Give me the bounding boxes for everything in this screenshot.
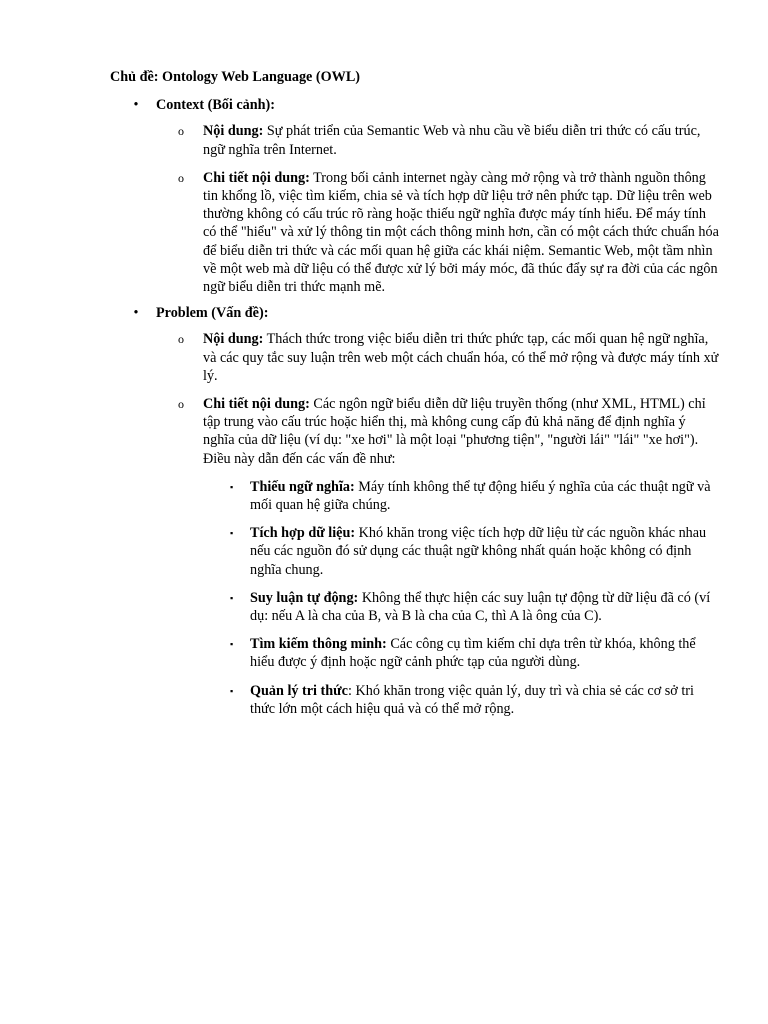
- sub-list-item: [203, 478, 720, 514]
- document-page: [110, 68, 720, 728]
- item-label: Chi tiết nội dung:: [203, 396, 310, 413]
- sub-item-label: Quản lý tri thức: [250, 682, 348, 699]
- bullet-square-icon: ▪: [230, 528, 234, 539]
- section-items: [156, 122, 720, 296]
- bullet-disc-icon: •: [133, 305, 139, 322]
- bullet-circle-icon: o: [178, 332, 184, 347]
- bullet-circle-icon: o: [178, 124, 184, 139]
- item-text: Trong bối cảnh internet ngày càng mở rộng và trở thành nguồn thông tin khổng lồ, việc tìm kiếm, chia sẻ và tích hợp dữ liệu trở nên phức tạp. Dữ liệu trên web thường không có cấu trúc rõ ràng hoặc thiếu ngữ nghĩa được máy tính hiểu. Để máy tính có thể "hiểu" và xử lý thông tin một cách thông minh hơn, cần có một cách thức chuẩn hóa để biểu diễn tri thức và các mối quan hệ giữa các khái niệm. Semantic Web, một tầm nhìn về một web mà dữ liệu có thể được xử lý bởi máy móc, đã thúc đẩy sự ra đời của các ngôn ngữ biểu diễn tri thức mạnh mẽ.: [203, 169, 719, 296]
- sub-item-label: Tìm kiếm thông minh:: [250, 636, 387, 653]
- sub-item-label: Suy luận tự động:: [250, 589, 359, 606]
- bullet-square-icon: ▪: [230, 481, 234, 492]
- list-item: [156, 122, 720, 158]
- item-text: Các ngôn ngữ biểu diễn dữ liệu truyền thống (như XML, HTML) chỉ tập trung vào cấu trúc hoặc hiển thị, mà không cung cấp đủ khả năng để định nghĩa ý nghĩa của dữ liệu (ví dụ: "xe hơi" là một loại "phương tiện", "người lái" "lái" "xe hơi"). Điều này dẫn đến các vấn đề như:: [203, 396, 706, 467]
- item-text: Thách thức trong việc biểu diễn tri thức phức tạp, các mối quan hệ ngữ nghĩa, và các quy tắc suy luận trên web một cách chuẩn hóa, có thể mở rộng và được máy tính xử lý.: [203, 331, 719, 384]
- bullet-disc-icon: •: [133, 97, 139, 114]
- document-title: Chủ đề: Ontology Web Language (OWL): [110, 69, 361, 85]
- section-heading: Context (Bối cảnh):: [156, 97, 276, 114]
- item-label: Chi tiết nội dung:: [203, 169, 310, 186]
- bullet-square-icon: ▪: [230, 685, 234, 696]
- section-problem: [110, 304, 720, 718]
- section-items: [156, 330, 720, 718]
- sub-item-text: Không thể thực hiện các suy luận tự động từ dữ liệu đã có (ví dụ: nếu A là cha của B, và B là cha của C, thì A là ông của C).: [250, 589, 711, 625]
- section-heading: Problem (Vấn đề):: [156, 305, 269, 322]
- sub-item-text: Các công cụ tìm kiếm chỉ dựa trên từ khóa, không thể hiểu được ý định hoặc ngữ cảnh phức tạp của người dùng.: [250, 636, 696, 671]
- list-item: [156, 169, 720, 296]
- sub-list-item: [203, 682, 720, 718]
- item-label: Nội dung:: [203, 331, 264, 348]
- list-item: [156, 395, 720, 718]
- sub-list-item: [203, 635, 720, 671]
- sub-list: [203, 478, 720, 718]
- item-label: Nội dung:: [203, 123, 264, 140]
- sub-item-text: Máy tính không thể tự động hiểu ý nghĩa của các thuật ngữ và mối quan hệ giữa chúng.: [250, 478, 711, 514]
- sub-item-label: Thiếu ngữ nghĩa:: [250, 478, 355, 495]
- sub-item-text: Khó khăn trong việc tích hợp dữ liệu từ các nguồn khác nhau nếu các nguồn đó sử dụng các thuật ngữ không nhất quán hoặc không có định nghĩa chung.: [250, 525, 707, 578]
- bullet-square-icon: ▪: [230, 639, 234, 650]
- section-context: [110, 96, 720, 296]
- bullet-square-icon: ▪: [230, 592, 234, 603]
- list-item: [156, 330, 720, 385]
- bullet-circle-icon: o: [178, 397, 184, 412]
- bullet-circle-icon: o: [178, 170, 184, 185]
- item-text: Sự phát triển của Semantic Web và nhu cầu về biểu diễn tri thức có cấu trúc, ngữ nghĩa trên Internet.: [203, 123, 701, 158]
- sub-list-item: [203, 589, 720, 625]
- sub-item-label: Tích hợp dữ liệu:: [250, 525, 356, 542]
- sub-item-text: : Khó khăn trong việc quản lý, duy trì và chia sẻ các cơ sở tri thức lớn một cách hiệu quả và có thể mở rộng.: [250, 682, 694, 717]
- sub-list-item: [203, 524, 720, 579]
- section-list: [110, 96, 720, 718]
